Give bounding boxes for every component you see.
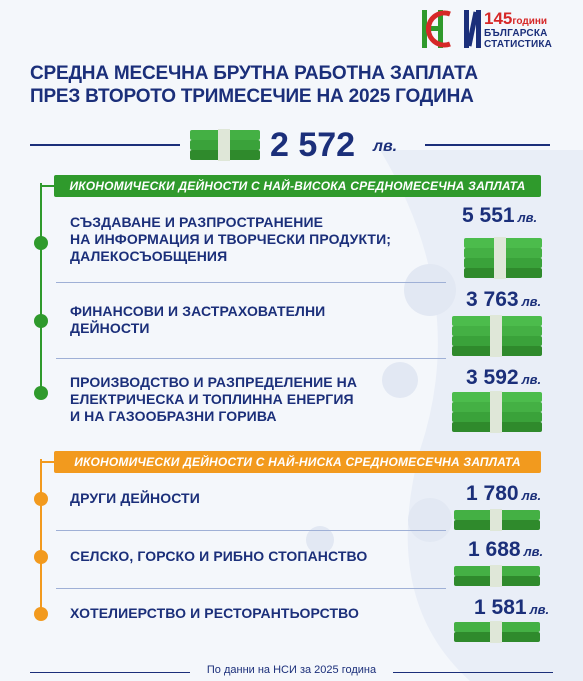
money-stack-icon (452, 508, 542, 532)
banner-low: ИКОНОМИЧЕСКИ ДЕЙНОСТИ С НАЙ-НИСКА СРЕДНОМЕСЕЧНА ЗАПЛАТА (54, 451, 541, 473)
money-stack-icon (452, 620, 542, 644)
timeline-high (40, 183, 42, 393)
label-low-3: ХОТЕЛИЕРСТВО И РЕСТОРАНТЬОРСТВО (70, 605, 360, 621)
bullet-low-3 (34, 607, 48, 621)
value-low-2: 1 688 лв. (468, 538, 544, 561)
bullet-low-2 (34, 550, 48, 564)
separator (56, 358, 446, 359)
page-title: СРЕДНА МЕСЕЧНА БРУТНА РАБОТНА ЗАПЛАТА ПРЕЗ ВТОРОТО ТРИМЕСЕЧИЕ НА 2025 ГОДИНА (30, 63, 478, 107)
separator (56, 530, 446, 531)
label-low-2: СЕЛСКО, ГОРСКО И РИБНО СТОПАНСТВО (70, 548, 368, 564)
money-stack-icon (452, 564, 542, 588)
value-high-2: 3 763 лв. (466, 288, 542, 311)
label-high-1: СЪЗДАВАНЕ И РАЗПРОСТРАНЕНИЕ НА ИНФОРМАЦИЯ И ТВОРЧЕСКИ ПРОДУКТИ; ДАЛЕКОСЪОБЩЕНИЯ (70, 214, 392, 264)
money-stack-icon (450, 314, 544, 358)
value-high-1: 5 551 лв. (462, 204, 538, 227)
money-stack-icon (188, 126, 262, 162)
logo-years: 145години (484, 9, 548, 28)
value-low-1: 1 780 лв. (466, 482, 542, 505)
total-amount: 2 572 (270, 126, 356, 164)
logo-name: БЪЛГАРСКА СТАТИСТИКА (484, 28, 553, 50)
value-low-3: 1 581 лв. (474, 596, 550, 619)
bullet-high-2 (34, 314, 48, 328)
logo-mark-icon (420, 6, 482, 52)
banner-high: ИКОНОМИЧЕСКИ ДЕЙНОСТИ С НАЙ-ВИСОКА СРЕДНОМЕСЕЧНА ЗАПЛАТА (54, 175, 541, 197)
total-unit: лв. (373, 138, 398, 155)
value-high-3: 3 592 лв. (466, 366, 542, 389)
bullet-high-3 (34, 386, 48, 400)
total-salary (30, 122, 550, 166)
timeline-low (40, 459, 42, 614)
footer-source: По данни на НСИ за 2025 година (0, 664, 583, 676)
label-low-1: ДРУГИ ДЕЙНОСТИ (70, 490, 200, 506)
separator (56, 282, 446, 283)
money-stack-icon (450, 390, 544, 434)
label-high-2: ФИНАНСОВИ И ЗАСТРАХОВАТЕЛНИ ДЕЙНОСТИ (70, 303, 326, 336)
divider-right (425, 144, 550, 146)
money-stack-icon (462, 232, 544, 280)
divider-left (30, 144, 180, 146)
nsi-logo (420, 6, 570, 56)
bullet-high-1 (34, 236, 48, 250)
separator (56, 588, 446, 589)
label-high-3: ПРОИЗВОДСТВО И РАЗПРЕДЕЛЕНИЕ НА ЕЛЕКТРИЧЕСКА И ТОПЛИННА ЕНЕРГИЯ И НА ГАЗООБРАЗНИ ГОРИВА (70, 374, 358, 424)
bullet-low-1 (34, 492, 48, 506)
